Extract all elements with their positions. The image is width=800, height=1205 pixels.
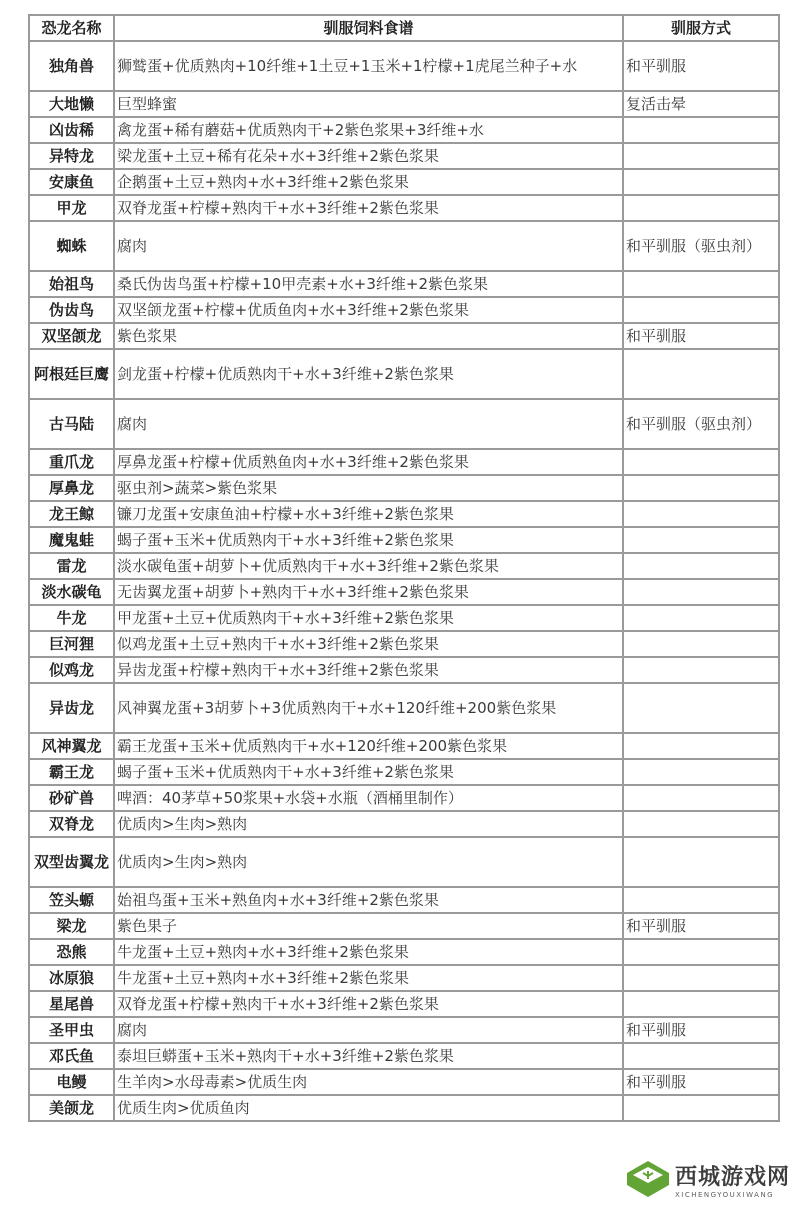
dino-name-cell: 伪齿鸟: [29, 297, 114, 323]
dino-name-cell: 笠头螈: [29, 887, 114, 913]
table-row: [29, 631, 779, 657]
table-row: [29, 271, 779, 297]
method-cell: [623, 449, 779, 475]
method-cell: 和平驯服（驱虫剂）: [623, 221, 779, 271]
table-row: [29, 991, 779, 1017]
table-row: [29, 1043, 779, 1069]
recipe-cell: 甲龙蛋+土豆+优质熟肉干+水+3纤维+2紫色浆果: [114, 605, 623, 631]
dino-name-cell: 似鸡龙: [29, 657, 114, 683]
table-row: [29, 837, 779, 887]
method-cell: [623, 733, 779, 759]
dino-name-cell: 大地懒: [29, 91, 114, 117]
dino-name-cell: 砂矿兽: [29, 785, 114, 811]
dino-name-cell: 淡水碳龟: [29, 579, 114, 605]
table-row: [29, 1069, 779, 1095]
dino-name-cell: 凶齿稀: [29, 117, 114, 143]
table-row: [29, 195, 779, 221]
recipe-cell: 双脊龙蛋+柠檬+熟肉干+水+3纤维+2紫色浆果: [114, 991, 623, 1017]
recipe-cell: 桑氏伪齿鸟蛋+柠檬+10甲壳素+水+3纤维+2紫色浆果: [114, 271, 623, 297]
dino-name-cell: 牛龙: [29, 605, 114, 631]
method-cell: [623, 169, 779, 195]
recipe-cell: 优质肉>生肉>熟肉: [114, 837, 623, 887]
recipe-cell: 紫色浆果: [114, 323, 623, 349]
method-cell: [623, 939, 779, 965]
table-row: [29, 475, 779, 501]
table-row: [29, 887, 779, 913]
method-cell: [623, 117, 779, 143]
dino-name-cell: 圣甲虫: [29, 1017, 114, 1043]
method-cell: [623, 631, 779, 657]
dino-name-cell: 梁龙: [29, 913, 114, 939]
table-row: [29, 399, 779, 449]
method-cell: [623, 991, 779, 1017]
dino-name-cell: 异齿龙: [29, 683, 114, 733]
method-cell: 和平驯服: [623, 1017, 779, 1043]
method-cell: [623, 965, 779, 991]
method-cell: 和平驯服: [623, 913, 779, 939]
method-cell: [623, 759, 779, 785]
table-row: [29, 1017, 779, 1043]
recipe-cell: 紫色果子: [114, 913, 623, 939]
table-row: [29, 733, 779, 759]
method-cell: 和平驯服: [623, 1069, 779, 1095]
recipe-cell: 剑龙蛋+柠檬+优质熟肉干+水+3纤维+2紫色浆果: [114, 349, 623, 399]
recipe-cell: 蝎子蛋+玉米+优质熟肉干+水+3纤维+2紫色浆果: [114, 527, 623, 553]
dino-name-cell: 异特龙: [29, 143, 114, 169]
recipe-cell: 风神翼龙蛋+3胡萝卜+3优质熟肉干+水+120纤维+200紫色浆果: [114, 683, 623, 733]
table-row: [29, 169, 779, 195]
table-row: [29, 553, 779, 579]
dino-name-cell: 甲龙: [29, 195, 114, 221]
method-cell: [623, 527, 779, 553]
method-cell: [623, 811, 779, 837]
recipe-cell: 生羊肉>水母毒素>优质生肉: [114, 1069, 623, 1095]
dino-name-cell: 安康鱼: [29, 169, 114, 195]
table-row: [29, 117, 779, 143]
method-cell: [623, 143, 779, 169]
table-row: [29, 605, 779, 631]
recipe-cell: 优质生肉>优质鱼肉: [114, 1095, 623, 1121]
dino-name-cell: 电鳗: [29, 1069, 114, 1095]
table-row: [29, 323, 779, 349]
recipe-cell: 禽龙蛋+稀有蘑菇+优质熟肉干+2紫色浆果+3纤维+水: [114, 117, 623, 143]
recipe-cell: 驱虫剂>蔬菜>紫色浆果: [114, 475, 623, 501]
table-row: [29, 657, 779, 683]
dino-name-cell: 魔鬼蛙: [29, 527, 114, 553]
watermark-logo-icon: [625, 1159, 671, 1199]
table-row: [29, 41, 779, 91]
recipe-cell: 蝎子蛋+玉米+优质熟肉干+水+3纤维+2紫色浆果: [114, 759, 623, 785]
recipe-cell: 双坚颌龙蛋+柠檬+优质鱼肉+水+3纤维+2紫色浆果: [114, 297, 623, 323]
recipe-cell: 霸王龙蛋+玉米+优质熟肉干+水+120纤维+200紫色浆果: [114, 733, 623, 759]
dino-name-cell: 雷龙: [29, 553, 114, 579]
table-row: [29, 501, 779, 527]
watermark: [625, 1159, 790, 1199]
dino-name-cell: 阿根廷巨鹰: [29, 349, 114, 399]
dino-name-cell: 恐熊: [29, 939, 114, 965]
method-cell: [623, 785, 779, 811]
table-row: [29, 1095, 779, 1121]
method-cell: [623, 605, 779, 631]
dino-name-cell: 双坚颌龙: [29, 323, 114, 349]
dino-name-cell: 霸王龙: [29, 759, 114, 785]
method-cell: [623, 271, 779, 297]
table-row: [29, 939, 779, 965]
watermark-text: 西城游戏网: [674, 1164, 790, 1190]
recipe-cell: 淡水碳龟蛋+胡萝卜+优质熟肉干+水+3纤维+2紫色浆果: [114, 553, 623, 579]
table-row: [29, 785, 779, 811]
recipe-cell: 牛龙蛋+土豆+熟肉+水+3纤维+2紫色浆果: [114, 939, 623, 965]
dino-name-cell: 星尾兽: [29, 991, 114, 1017]
dino-name-cell: 重爪龙: [29, 449, 114, 475]
recipe-cell: 双脊龙蛋+柠檬+熟肉干+水+3纤维+2紫色浆果: [114, 195, 623, 221]
recipe-cell: 镰刀龙蛋+安康鱼油+柠檬+水+3纤维+2紫色浆果: [114, 501, 623, 527]
method-cell: [623, 195, 779, 221]
header-row: [29, 15, 779, 41]
method-cell: [623, 501, 779, 527]
dino-name-cell: 始祖鸟: [29, 271, 114, 297]
table-row: [29, 759, 779, 785]
header-dino-name: 恐龙名称: [29, 15, 114, 41]
recipe-cell: 企鹅蛋+土豆+熟肉+水+3纤维+2紫色浆果: [114, 169, 623, 195]
dino-name-cell: 邓氏鱼: [29, 1043, 114, 1069]
table-row: [29, 913, 779, 939]
dino-name-cell: 冰原狼: [29, 965, 114, 991]
watermark-subtext: XICHENGYOUXIWANG: [674, 1190, 775, 1199]
method-cell: [623, 579, 779, 605]
dino-name-cell: 独角兽: [29, 41, 114, 91]
method-cell: [623, 475, 779, 501]
method-cell: [623, 553, 779, 579]
recipe-cell: 腐肉: [114, 399, 623, 449]
recipe-cell: 似鸡龙蛋+土豆+熟肉干+水+3纤维+2紫色浆果: [114, 631, 623, 657]
table-row: [29, 221, 779, 271]
dino-name-cell: 古马陆: [29, 399, 114, 449]
header-method: 驯服方式: [623, 15, 779, 41]
recipe-cell: 啤酒：40茅草+50浆果+水袋+水瓶（酒桶里制作）: [114, 785, 623, 811]
method-cell: 和平驯服（驱虫剂）: [623, 399, 779, 449]
method-cell: 复活击晕: [623, 91, 779, 117]
method-cell: [623, 657, 779, 683]
method-cell: [623, 887, 779, 913]
recipe-cell: 巨型蜂蜜: [114, 91, 623, 117]
table-row: [29, 91, 779, 117]
recipe-cell: 腐肉: [114, 221, 623, 271]
method-cell: [623, 297, 779, 323]
recipe-cell: 梁龙蛋+土豆+稀有花朵+水+3纤维+2紫色浆果: [114, 143, 623, 169]
method-cell: [623, 1043, 779, 1069]
recipe-cell: 始祖鸟蛋+玉米+熟鱼肉+水+3纤维+2紫色浆果: [114, 887, 623, 913]
method-cell: 和平驯服: [623, 41, 779, 91]
table-row: [29, 683, 779, 733]
recipe-cell: 无齿翼龙蛋+胡萝卜+熟肉干+水+3纤维+2紫色浆果: [114, 579, 623, 605]
method-cell: [623, 837, 779, 887]
table-row: [29, 297, 779, 323]
method-cell: [623, 349, 779, 399]
dino-name-cell: 厚鼻龙: [29, 475, 114, 501]
recipe-cell: 异齿龙蛋+柠檬+熟肉干+水+3纤维+2紫色浆果: [114, 657, 623, 683]
table-row: [29, 811, 779, 837]
dino-name-cell: 龙王鲸: [29, 501, 114, 527]
dino-name-cell: 风神翼龙: [29, 733, 114, 759]
recipe-cell: 牛龙蛋+土豆+熟肉+水+3纤维+2紫色浆果: [114, 965, 623, 991]
taming-table: [28, 14, 780, 1122]
method-cell: [623, 1095, 779, 1121]
dino-name-cell: 蜘蛛: [29, 221, 114, 271]
recipe-cell: 厚鼻龙蛋+柠檬+优质熟鱼肉+水+3纤维+2紫色浆果: [114, 449, 623, 475]
table-row: [29, 579, 779, 605]
recipe-cell: 泰坦巨蟒蛋+玉米+熟肉干+水+3纤维+2紫色浆果: [114, 1043, 623, 1069]
table-row: [29, 965, 779, 991]
method-cell: 和平驯服: [623, 323, 779, 349]
recipe-cell: 狮鹫蛋+优质熟肉+10纤维+1土豆+1玉米+1柠檬+1虎尾兰种子+水: [114, 41, 623, 91]
dino-name-cell: 巨河狸: [29, 631, 114, 657]
method-cell: [623, 683, 779, 733]
table-row: [29, 527, 779, 553]
table-row: [29, 143, 779, 169]
dino-name-cell: 双脊龙: [29, 811, 114, 837]
table-row: [29, 449, 779, 475]
header-recipe: 驯服饲料食谱: [114, 15, 623, 41]
table-row: [29, 349, 779, 399]
recipe-cell: 腐肉: [114, 1017, 623, 1043]
recipe-cell: 优质肉>生肉>熟肉: [114, 811, 623, 837]
dino-name-cell: 美颌龙: [29, 1095, 114, 1121]
dino-name-cell: 双型齿翼龙: [29, 837, 114, 887]
